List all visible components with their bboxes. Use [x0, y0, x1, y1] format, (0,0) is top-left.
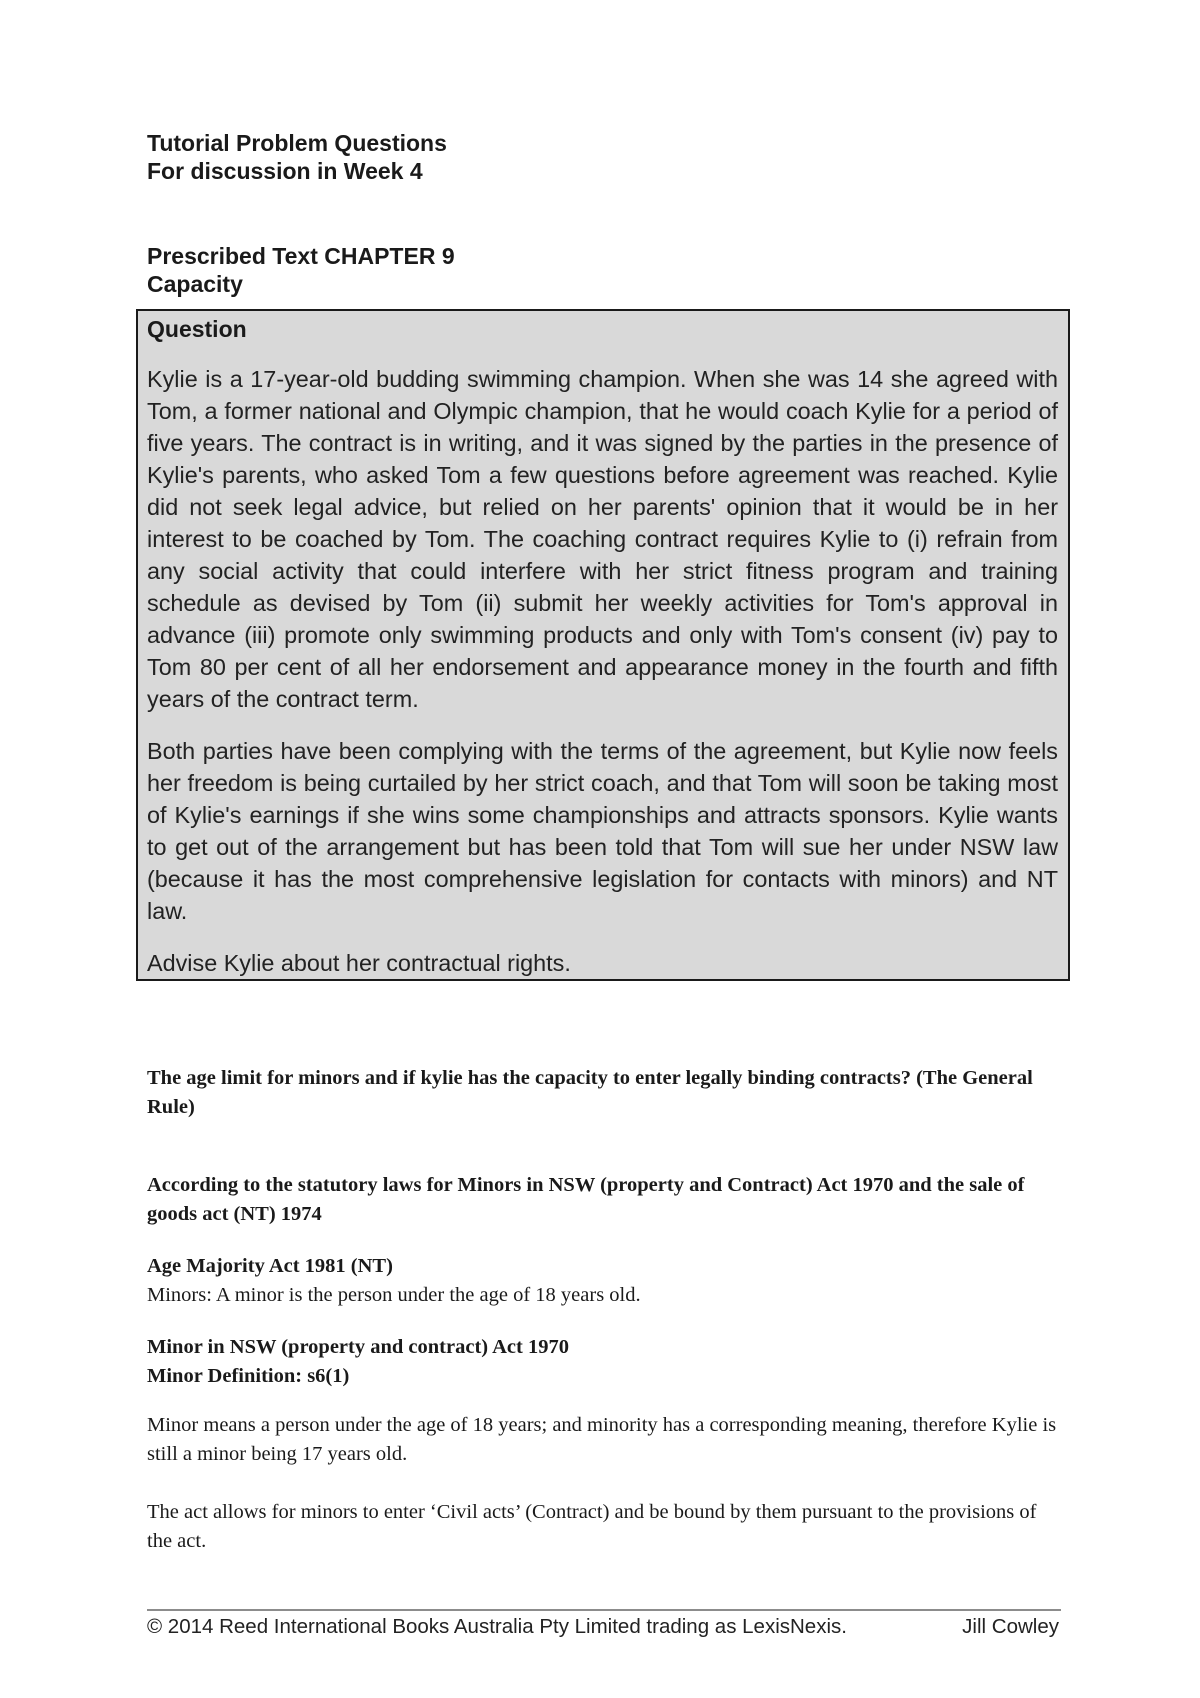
- question-paragraph: Kylie is a 17-year-old budding swimming champion. When she was 14 she agreed with Tom, a former national and Olympic champion, that he would coach Kylie for a period of five years. The contract is in writing, and it was signed by the parties in the presence of Kylie's parents, who asked Tom a few questions before agreement was reached. Kylie did not seek legal advice, but relied on her parents' opinion that it would be in her interest to be coached by Tom. The coaching contract requires Kylie to (i) refrain from any social activity that could interfere with her strict fitness program and training schedule as devised by Tom (ii) submit her weekly activities for Tom's approval in advance (iii) promote only swimming products and only with Tom's consent (iv) pay to Tom 80 per cent of all her endorsement and appearance money in the fourth and fifth years of the contract term.: [147, 366, 1058, 712]
- nsw-act-title: Minor in NSW (property and contract) Act 1970: [147, 1336, 569, 1358]
- statutory-heading: According to the statutory laws for Minors in NSW (property and Contract) Act 1970 and the sale of goods act (NT) 1974: [147, 1174, 1025, 1225]
- question-instruction: Advise Kylie about her contractual rights.: [147, 950, 571, 976]
- age-majority-text: Minors: A minor is the person under the age of 18 years old.: [147, 1284, 641, 1306]
- footer-author: Jill Cowley: [962, 1615, 1059, 1638]
- civil-acts-paragraph: The act allows for minors to enter ‘Civil acts’ (Contract) and be bound by them pursuant to the provisions of the act.: [147, 1501, 1037, 1552]
- question-box: [136, 309, 1070, 981]
- tutorial-heading: [147, 129, 447, 185]
- nsw-act-block: [147, 1333, 1065, 1391]
- question-label: Question: [147, 316, 247, 342]
- footer-divider: [147, 1609, 1061, 1611]
- nsw-act-subtitle: Minor Definition: s6(1): [147, 1365, 350, 1387]
- minor-definition-paragraph: Minor means a person under the age of 18 years; and minority has a corresponding meaning, therefore Kylie is still a minor being 17 years old.: [147, 1414, 1057, 1465]
- age-majority-block: [147, 1252, 1065, 1310]
- chapter-title: Prescribed Text CHAPTER 9: [147, 243, 455, 269]
- tutorial-subtitle: For discussion in Week 4: [147, 158, 423, 184]
- chapter-topic: Capacity: [147, 271, 243, 297]
- tutorial-title: Tutorial Problem Questions: [147, 130, 447, 156]
- question-paragraph: Both parties have been complying with the terms of the agreement, but Kylie now feels her freedom is being curtailed by her strict coach, and that Tom will soon be taking most of Kylie's earnings if she wins some championships and attracts sponsors. Kylie wants to get out of the arrangement but has been told that Tom will sue her under NSW law (because it has the most comprehensive legislation for contacts with minors) and NT law.: [147, 738, 1058, 924]
- age-majority-title: Age Majority Act 1981 (NT): [147, 1255, 393, 1277]
- footer-copyright: © 2014 Reed International Books Australia Pty Limited trading as LexisNexis.: [147, 1615, 847, 1638]
- chapter-heading: [147, 242, 455, 298]
- age-limit-heading: The age limit for minors and if kylie has the capacity to enter legally binding contracts? (The General Rule): [147, 1067, 1033, 1118]
